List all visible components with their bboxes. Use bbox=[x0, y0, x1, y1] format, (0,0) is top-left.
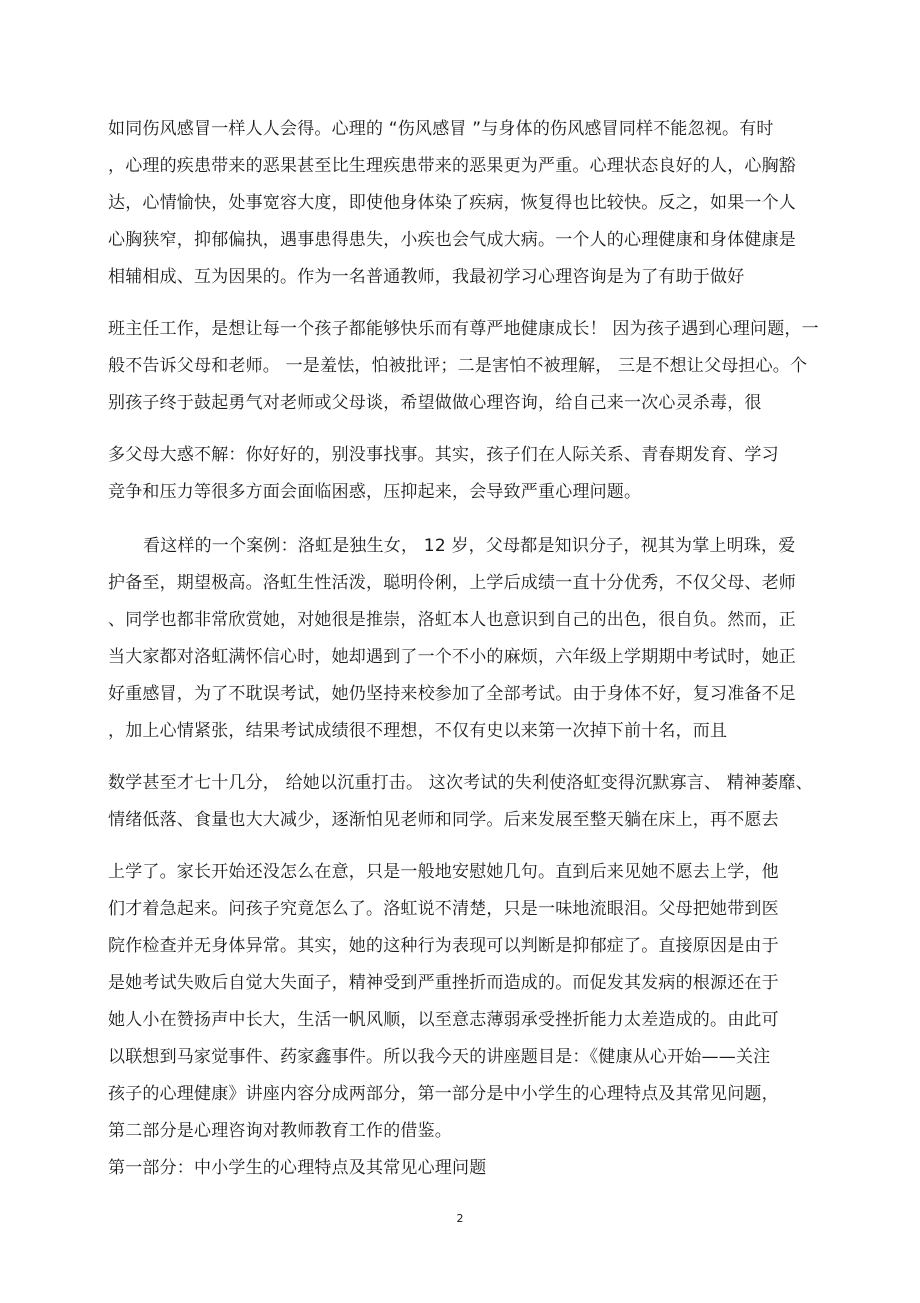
text-line: 如同伤风感冒一样人人会得。心理的 “伤风感冒 ”与身体的伤风感冒同样不能忽视。有时 bbox=[108, 119, 774, 139]
text-line: 当大家都对洛虹满怀信心时，她却遇到了一个不小的麻烦，六年级上学期期中考试时，她正 bbox=[108, 647, 796, 667]
text-line: 竞争和压力等很多方面会面临困惑，压抑起来，会导致严重心理问题。 bbox=[108, 482, 642, 502]
text-line: 上学了。家长开始还没怎么在意，只是一般地安慰她几句。直到后来见她不愿去上学，他 bbox=[108, 862, 779, 882]
text-line: 院作检查并无身体异常。其实，她的这种行为表现可以判断是抑郁症了。直接原因是由于 bbox=[108, 936, 779, 956]
text-line: 是她考试失败后自觉大失面子，精神受到严重挫折而造成的。而促发其发病的根源还在于 bbox=[108, 973, 779, 993]
text-line: 她人小在赞扬声中长大，生活一帆风顺，以至意志薄弱承受挫折能力太差造成的。由此可 bbox=[108, 1010, 779, 1030]
text-line: 孩子的心理健康》讲座内容分成两部分，第一部分是中小学生的心理特点及其常见问题， bbox=[108, 1084, 779, 1104]
text-line: 别孩子终于鼓起勇气对老师或父母谈，希望做做心理咨询，给自己来一次心灵杀毒，很 bbox=[108, 393, 762, 413]
text-line: 相辅相成、互为因果的。作为一名普通教师，我最初学习心理咨询是为了有助于做好 bbox=[108, 267, 745, 287]
text-line: 看这样的一个案例：洛虹是独生女， 12 岁，父母都是知识分子，视其为掌上明珠，爱 bbox=[143, 536, 796, 556]
text-line: 以联想到马家觉事件、药家鑫事件。所以我今天的讲座题目是：《健康从心开始——关注 bbox=[108, 1047, 771, 1067]
text-line: 们才着急起来。问孩子究竟怎么了。洛虹说不清楚，只是一味地流眼泪。父母把她带到医 bbox=[108, 899, 779, 919]
text-line: 第二部分是心理咨询对教师教育工作的借鉴。 bbox=[108, 1121, 452, 1141]
text-line: 护备至，期望极高。洛虹生性活泼，聪明伶俐，上学后成绩一直十分优秀，不仅父母、老师 bbox=[108, 573, 796, 593]
text-line: 般不告诉父母和老师。 一是羞怯，怕被批评；二是害怕不被理解， 三是不想让父母担心。个 bbox=[108, 356, 808, 376]
text-line: ，心理的疾患带来的恶果甚至比生理疾患带来的恶果更为严重。心理状态良好的人，心胸豁 bbox=[108, 156, 796, 176]
text-line: 、同学也都非常欣赏她，对她很是推崇，洛虹本人也意识到自己的出色，很自负。然而，正 bbox=[108, 610, 796, 630]
text-line: 班主任工作，是想让每一个孩子都能够快乐而有尊严地健康成长！ 因为孩子遇到心理问题，一 bbox=[108, 319, 819, 339]
text-line: 情绪低落、食量也大大减少，逐渐怕见老师和同学。后来发展至整天躺在床上，再不愿去 bbox=[108, 810, 779, 830]
text-line: ，加上心情紧张，结果考试成绩很不理想，不仅有史以来第一次掉下前十名，而且 bbox=[108, 721, 728, 741]
page-number: 2 bbox=[456, 1212, 464, 1225]
text-line: 达，心情愉快，处事宽容大度，即使他身体染了疾病，恢复得也比较快。反之，如果一个人 bbox=[108, 193, 796, 213]
text-line: 心胸狭窄，抑郁偏执，遇事患得患失，小疾也会气成大病。一个人的心理健康和身体健康是 bbox=[108, 230, 796, 250]
text-line: 多父母大惑不解：你好好的，别没事找事。其实，孩子们在人际关系、青春期发育、学习 bbox=[108, 445, 779, 465]
text-line: 好重感冒，为了不耽误考试，她仍坚持来校参加了全部考试。由于身体不好，复习准备不足 bbox=[108, 684, 796, 704]
section-heading: 第一部分：中小学生的心理特点及其常见心理问题 bbox=[108, 1158, 487, 1178]
text-line: 数学甚至才七十几分， 给她以沉重打击。 这次考试的失利使洛虹变得沉默寡言、 精神萎靡、 bbox=[108, 773, 813, 793]
